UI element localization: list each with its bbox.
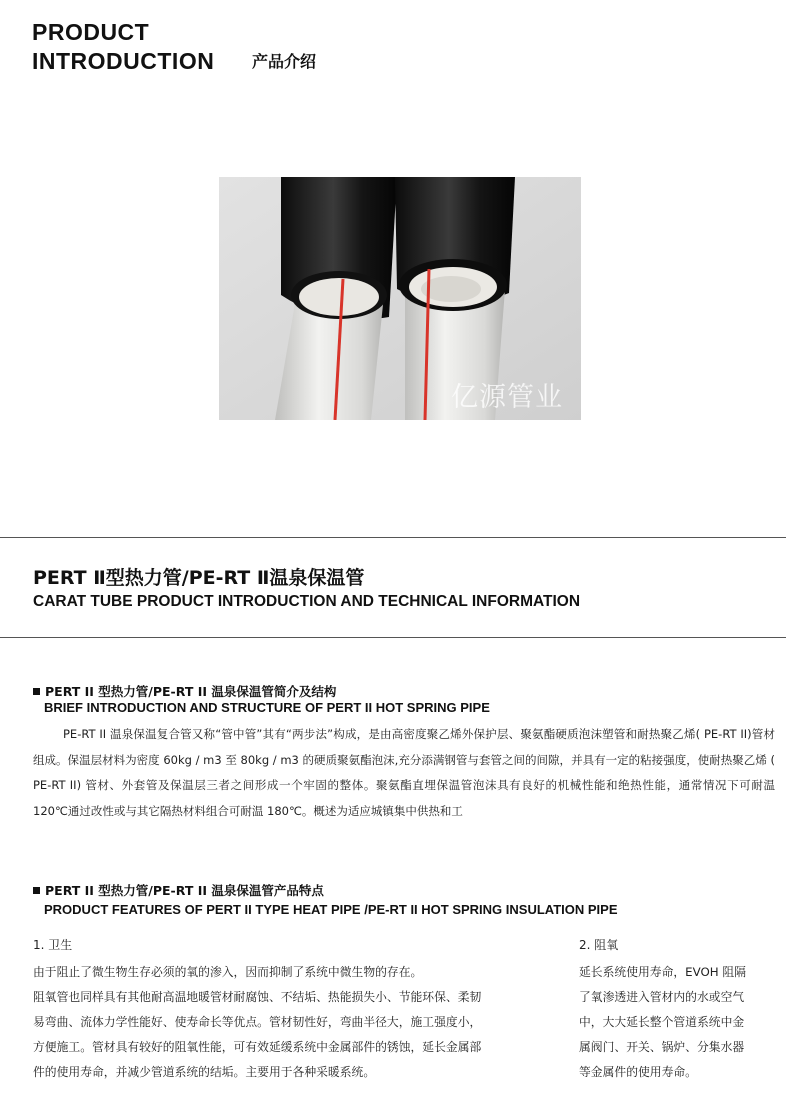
product-title-en: CARAT TUBE PRODUCT INTRODUCTION AND TECHNICAL INFORMATION xyxy=(33,593,581,610)
feature2-line: 中，大大延长整个管道系统中金 xyxy=(579,1015,745,1029)
header-title-line-2: INTRODUCTION xyxy=(32,48,215,74)
feature1-line: 易弯曲、流体力学性能好、使寿命长等优点。管材韧性好，弯曲半径大，施工强度小， xyxy=(33,1015,482,1029)
section2-heading-cn: PERT II 型热力管/PE-RT II 温泉保温管产品特点 xyxy=(45,883,324,898)
feature2-line: 属阀门、开关、锅炉、分集水器 xyxy=(579,1040,745,1054)
header-title-line-1: PRODUCT xyxy=(32,19,150,45)
feature2-line: 等金属件的使用寿命。 xyxy=(579,1065,697,1079)
divider-top xyxy=(0,537,786,538)
feature2-title: 2. 阻氧 xyxy=(579,938,619,952)
feature1-text xyxy=(33,960,553,1085)
brand-watermark: 亿源管业 xyxy=(451,382,563,413)
feature1-line: 阻氧管也同样具有其他耐高温地暖管材耐腐蚀、不结垢、热能损失小、节能环保、柔韧 xyxy=(33,990,482,1004)
feature1-line: 由于阻止了微生物生存必须的氧的渗入，因而抑制了系统中微生物的存在。 xyxy=(33,965,423,979)
feature2-line: 延长系统使用寿命，EVOH 阻隔 xyxy=(579,965,746,979)
feature2-line: 了氧渗透进入管材内的水或空气 xyxy=(579,990,745,1004)
feature2-text xyxy=(579,960,779,1085)
section2-heading-en: PRODUCT FEATURES OF PERT II TYPE HEAT PIPE /PE-RT II HOT SPRING INSULATION PIPE xyxy=(44,902,618,917)
feature1-title: 1. 卫生 xyxy=(33,938,73,952)
feature1-line: 件的使用寿命，并减少管道系统的结垢。主要用于各种采暖系统。 xyxy=(33,1065,376,1079)
divider-bottom xyxy=(0,637,786,638)
section1-heading xyxy=(33,682,336,700)
square-bullet-icon xyxy=(33,688,40,695)
section1-body-text: PE-RT II 温泉保温复合管又称“管中管”其有“两步法”构成，是由高密度聚乙烯外保护层、聚氨酯硬质泡沫塑管和耐热聚乙烯( PE-RT II)管材组成。保温层材料为密度 60kg / m3 至 80kg / m3 的硬质聚氨酯泡沫,充分添满钢管与套管之间的间隙，并具有一定的粘接强度，使耐热聚乙烯 ( PE-RT II) 管材、外套管及保温层三者之间形成一个牢固的整体。聚氨酯直埋保温管泡沫具有良好的机械性能和绝热性能，通常情况下可耐温 120℃通过改性或与其它隔热材料组合可耐温 180℃。概述为适应城镇集中供热和工 xyxy=(33,727,775,818)
feature1-line: 方便施工。管材具有较好的阻氧性能，可有效延缓系统中金属部件的锈蚀，延长金属部 xyxy=(33,1040,482,1054)
page-header-title xyxy=(32,18,214,76)
header-title-cn: 产品介绍 xyxy=(252,52,317,71)
section1-heading-cn: PERT II 型热力管/PE-RT II 温泉保温管简介及结构 xyxy=(45,684,337,699)
section1-body xyxy=(33,722,775,824)
product-photo xyxy=(219,177,581,420)
section2-heading xyxy=(33,881,324,899)
square-bullet-icon xyxy=(33,887,40,894)
section1-heading-en: BRIEF INTRODUCTION AND STRUCTURE OF PERT II HOT SPRING PIPE xyxy=(44,700,490,715)
product-title-cn: PERT Ⅱ型热力管/PE-RT Ⅱ温泉保温管 xyxy=(33,567,365,589)
